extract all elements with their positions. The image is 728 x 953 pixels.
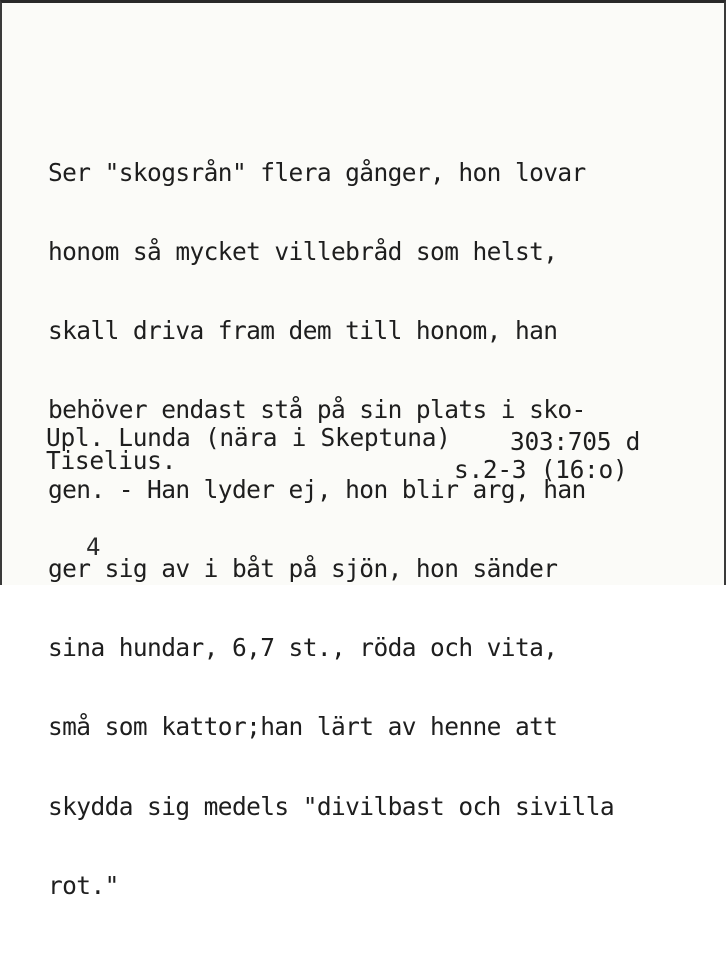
- text-line: behöver endast stå på sin plats i sko-: [48, 395, 586, 425]
- text-line: sina hundar, 6,7 st., röda och vita,: [48, 633, 558, 663]
- card-number: 4: [86, 533, 101, 561]
- text-line: små som kattor;han lärt av henne att: [48, 712, 558, 742]
- place-reference: Upl. Lunda (nära i Skeptuna): [46, 423, 451, 452]
- card-text: [48, 107, 728, 952]
- text-line: rot.": [48, 870, 119, 900]
- archive-number: 303:705 d: [510, 427, 641, 456]
- text-line: honom så mycket villebråd som helst,: [48, 237, 558, 267]
- text-line: skall driva fram dem till honom, han: [48, 316, 558, 346]
- text-line: gen. - Han lyder ej, hon blir arg, han: [48, 474, 586, 504]
- text-line: skydda sig medels "divilbast och sivilla: [48, 791, 615, 821]
- text-line: Ser "skogsrån" flera gånger, hon lovar: [48, 157, 586, 187]
- collector-name: Tiselius.: [46, 446, 177, 475]
- page-reference: s.2-3 (16:o): [454, 455, 628, 484]
- text-line: ger sig av i båt på sjön, hon sänder: [48, 553, 558, 583]
